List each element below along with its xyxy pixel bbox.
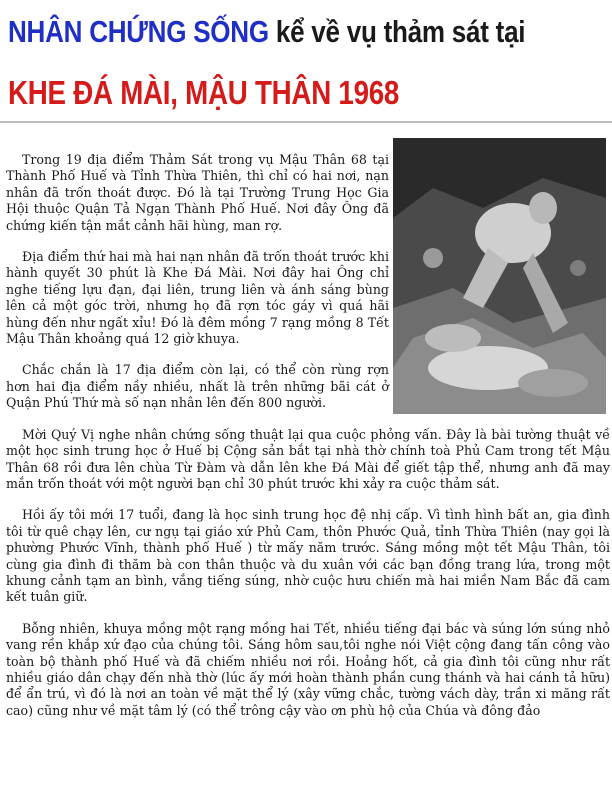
subheadline: KHE ĐÁ MÀI, MẬU THÂN 1968 [8,74,400,111]
article-body [6,152,610,734]
article-paragraph: Mời Quý Vị nghe nhân chứng sống thuật lại qua cuộc phỏng vấn. Đây là bài tường thuật về một học sinh trung học ở Huế bị Cộng sản bắt tại nhà thờ chính toà Phủ Cam trong tết Mậu Thân 68 rồi đưa lên chùa Từ Đàm và dẫn lên khe Đá Mài để giết tập thể, nhưng anh đã may mắn trốn thoát với một người bạn chỉ 30 phút trước khi xảy ra cuộc thảm sát. [6,426,610,491]
headline-rest: kể về vụ thảm sát tại [268,14,526,49]
headline [8,14,525,50]
headline-accent: NHÂN CHỨNG SỐNG [8,14,269,49]
article-paragraph: Địa điểm thứ hai mà hai nạn nhân đã trốn thoát trước khi hành quyết 30 phút là Khe Đá Mài. Nơi đây hai Ông chỉ nghe tiếng lựu đạn, đại liên, trung liên và ánh sáng bùng lên cả một góc trời, nhưng họ đã rợn tóc gáy vì quá hãi hùng đến như ngất xỉu! Đó là đêm mồng 7 rạng mồng 8 Tết Mậu Thân khoảng quá 12 giờ khuya. [6,249,389,347]
article-paragraph: Bỗng nhiên, khuya mồng một rạng mồng hai Tết, nhiều tiếng đại bác và súng lớn súng nhỏ vang rền khắp xứ đạo của chúng tôi. Sáng hôm sau,tôi nghe nói Việt cộng đang tấn công vào toàn bộ thành phố Huế và đã chiếm nhiều nơi rồi. Hoảng hốt, cả gia đình tôi cũng như rất nhiều giáo dân chạy đến nhà thờ (lúc ấy mới hoàn thành phần cung thánh và hai cánh tả hữu) để ẩn trú, vì đó là nơi an toàn về mặt thể lý (xây vững chắc, tường vách dày, trần xi măng rất cao) cũng như về mặt tâm lý (có thể trông cậy vào ơn phù hộ của Chúa và đông đảo [6,620,610,718]
article-paragraph: Trong 19 địa điểm Thảm Sát trong vụ Mậu Thân 68 tại Thành Phố Huế và Tỉnh Thừa Thiên, thì chỉ có hai nơi, nạn nhân đã trốn thoát được. Đó là tại Trường Trung Học Gia Hội thuộc Quận Tả Ngạn Thành Phố Huế. Nơi đây Ông đã chứng kiến tận mắt cảnh hãi hùng, man rợ. [6,152,389,233]
article-paragraph: Chắc chắn là 17 địa điểm còn lại, có thể còn rùng rợn hơn hai địa điểm nầy nhiều, nhất là trên những bãi cát ở Quận Phú Thứ mà số nạn nhân lên đến 800 người. [6,362,389,411]
article-paragraph: Hồi ấy tôi mới 17 tuổi, đang là học sinh trung học đệ nhị cấp. Vì tình hình bất an, gia đình tôi từ quê chạy lên, cư ngụ tại giáo xứ Phủ Cam, thôn Phước Quả, tỉnh Thừa Thiên (nay gọi là phường Phước Vĩnh, thành phố Huế ) từ mấy năm trước. Sáng mồng một tết Mậu Thân, tôi cùng gia đình đi thăm bà con thân thuộc và du xuân với các bạn đồng trang lứa, trong một khung cảnh tạm an bình, vắng tiếng súng, nhờ cuộc hưu chiến mà hai miền Nam Bắc đã cam kết tuân giữ. [6,507,610,605]
header-divider [0,121,612,123]
